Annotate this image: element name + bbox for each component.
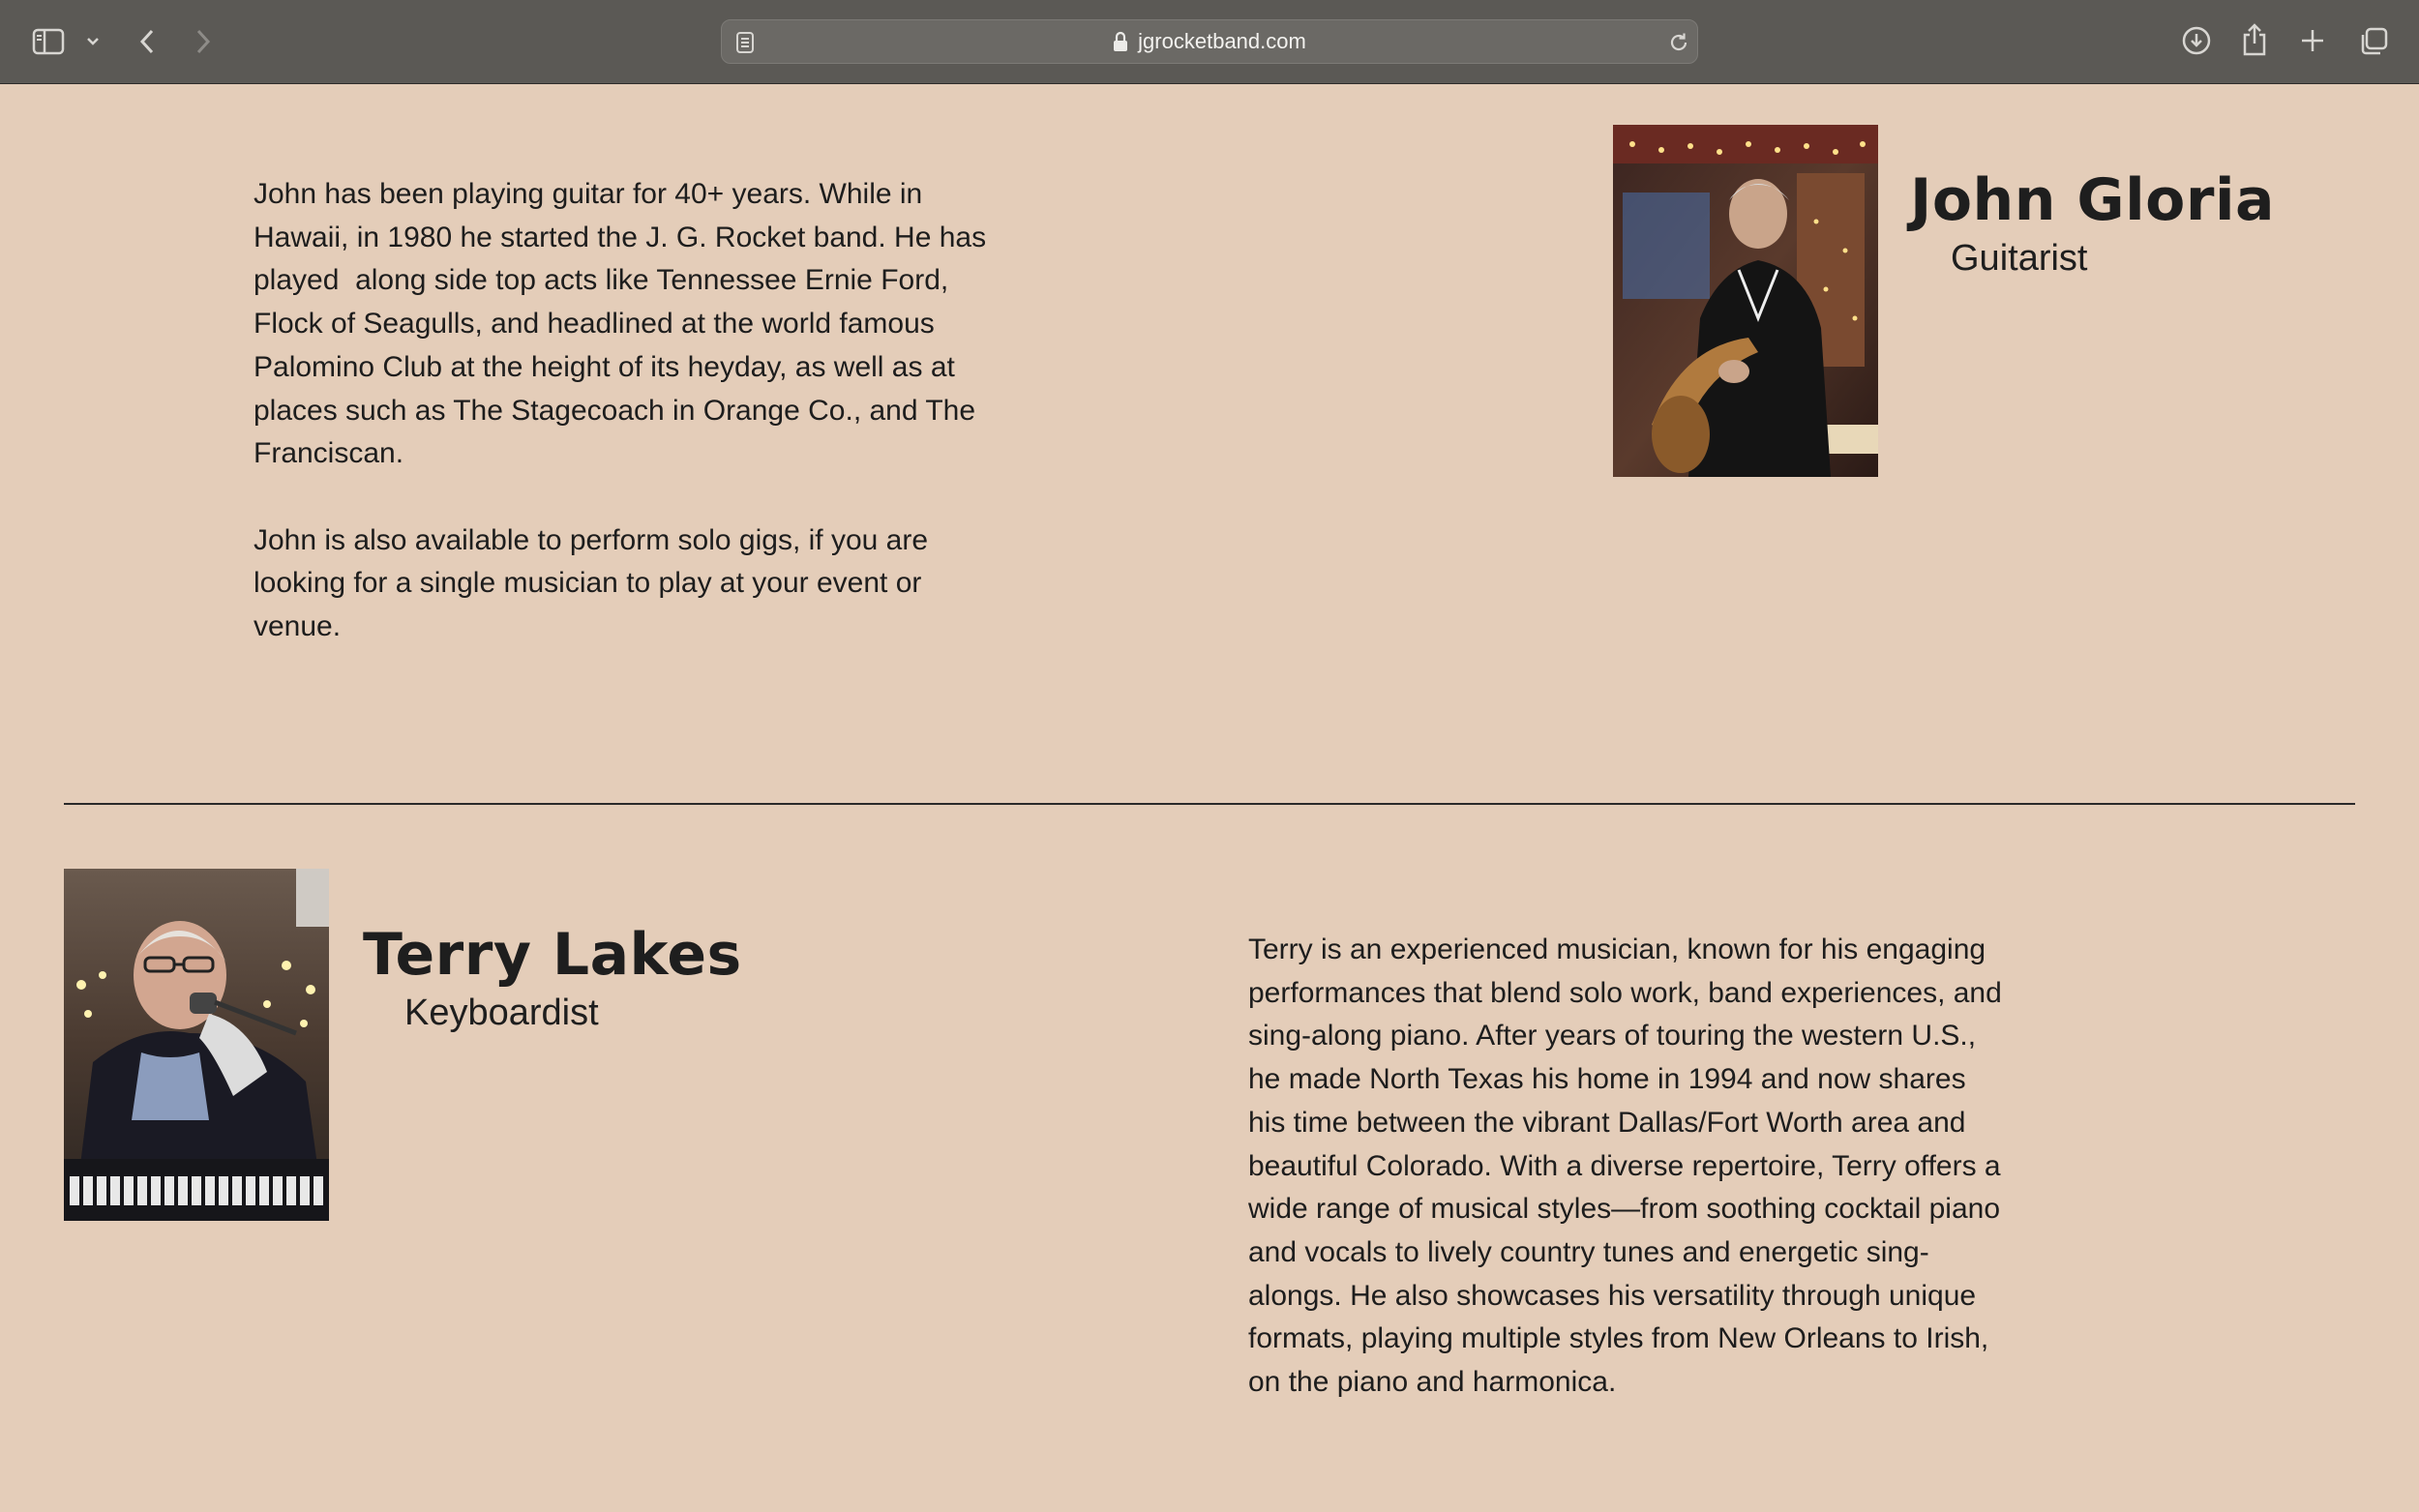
terry-lakes-photo bbox=[64, 869, 329, 1221]
bio-paragraph: John is also available to perform solo gigs, if you are looking for a single musician to play at your event or venue. bbox=[254, 523, 937, 643]
member-name: Terry Lakes bbox=[363, 921, 742, 989]
tabs-overview-icon[interactable] bbox=[2357, 25, 2390, 58]
reload-icon[interactable] bbox=[1666, 30, 1691, 55]
url-display[interactable] bbox=[722, 20, 1697, 63]
section-divider bbox=[64, 803, 2355, 805]
member-bio bbox=[254, 173, 1008, 649]
member-role: Guitarist bbox=[1951, 238, 2088, 279]
member-name: John Gloria bbox=[1910, 166, 2276, 234]
member-bio bbox=[1248, 929, 2011, 1405]
download-icon[interactable] bbox=[2179, 23, 2214, 58]
bio-paragraph: John has been playing guitar for 40+ years. While in Hawaii, in 1980 he started the J. G. Rocket band. He has played along side top acts like Tennessee Ernie Ford, Flock of Seagulls, and headlined at the world famous Palomino Club at the height of its heyday, as well as at places such as The Stagecoach in Orange Co., and The Franciscan. bbox=[254, 178, 995, 470]
plus-icon[interactable] bbox=[2297, 25, 2328, 56]
forward-arrow-icon[interactable] bbox=[192, 25, 215, 58]
address-bar[interactable] bbox=[721, 19, 1698, 64]
sidebar-icon[interactable] bbox=[31, 25, 66, 58]
back-arrow-icon[interactable] bbox=[135, 25, 159, 58]
share-icon[interactable] bbox=[2239, 21, 2270, 58]
member-role: Keyboardist bbox=[404, 993, 599, 1033]
chevron-down-icon[interactable] bbox=[83, 31, 103, 52]
browser-toolbar bbox=[0, 0, 2419, 84]
bio-paragraph: Terry is an experienced musician, known for his engaging performances that blend solo work, band experiences, and sing-along piano. After years of touring the western U.S., he made North Texas his home in 1994 and now shares his time between the vibrant Dallas/Fort Worth area and beautiful Colorado. With a diverse repertoire, Terry offers a wide range of musical styles—from soothing cocktail piano and vocals to lively country tunes and energetic sing-alongs. He also showcases his versatility through unique formats, playing multiple styles from New Orleans to Irish, on the piano and harmonica. bbox=[1248, 934, 2011, 1399]
url-text: jgrocketband.com bbox=[1138, 29, 1306, 53]
lock-icon bbox=[1113, 31, 1128, 52]
john-gloria-photo bbox=[1613, 125, 1878, 477]
